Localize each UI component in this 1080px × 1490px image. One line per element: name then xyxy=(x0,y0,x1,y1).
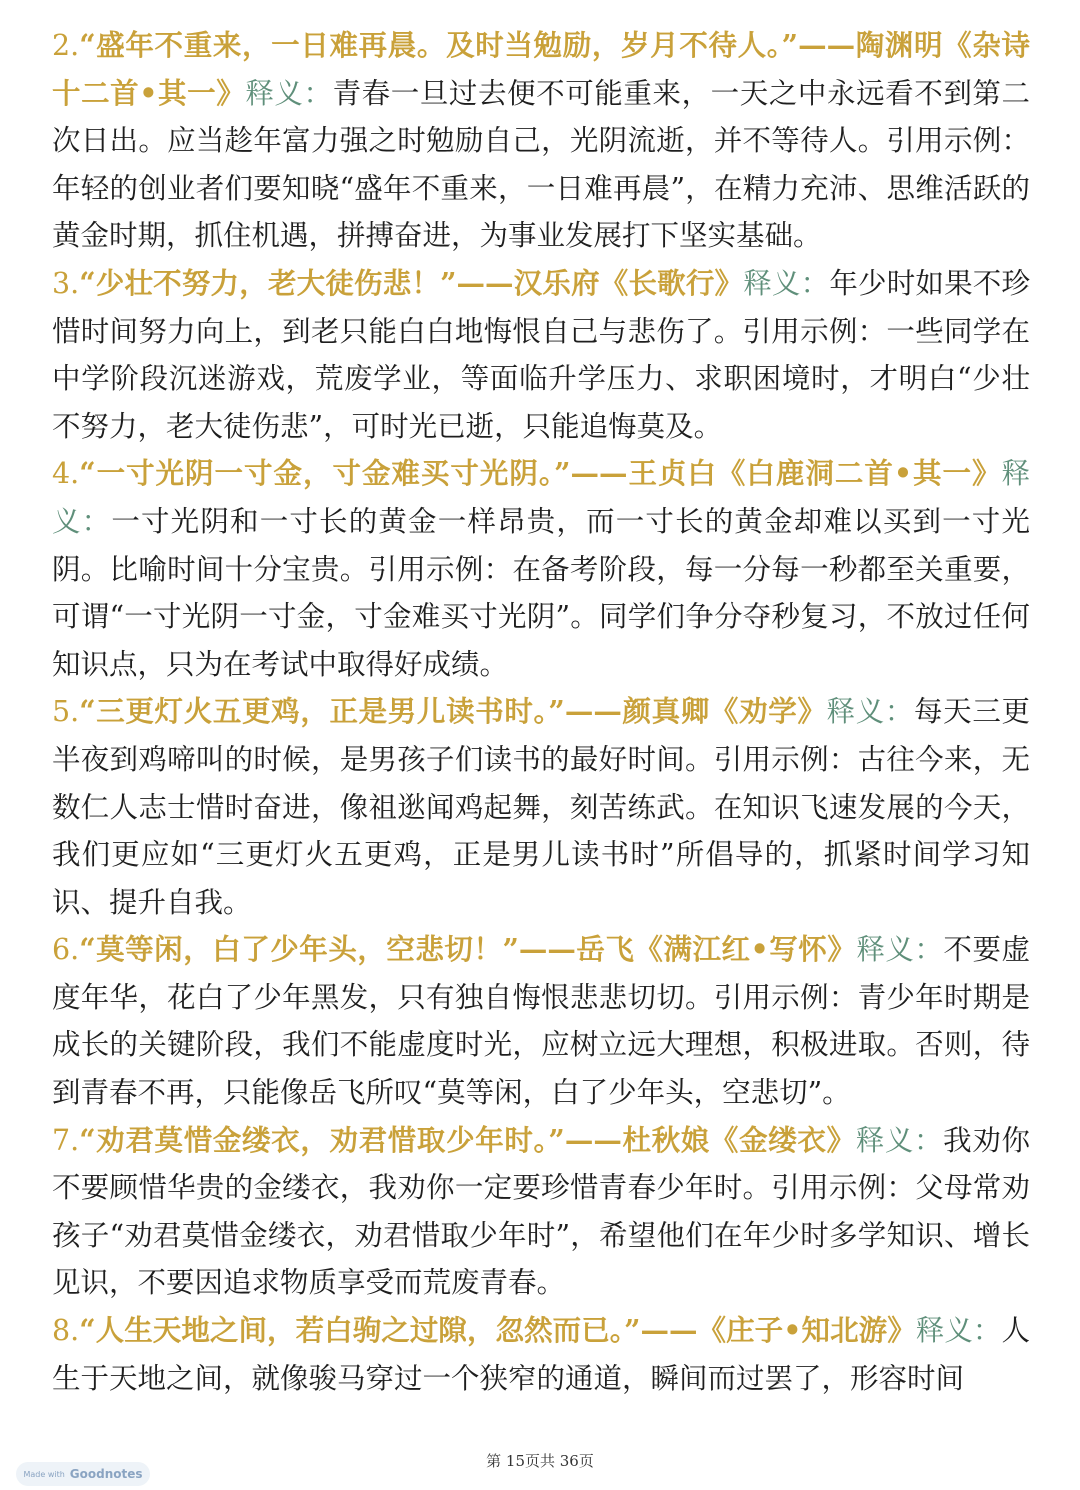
entry-6 xyxy=(52,926,1030,1116)
entry-number: 3. xyxy=(52,266,80,300)
entry-quote: “盛年不重来，一日难再晨。及时当勉励，岁月不待人。”——陶渊明《杂诗十二首•其一》 xyxy=(52,28,1030,110)
entry-quote: “一寸光阴一寸金，寸金难买寸光阴。”——王贞白《白鹿洞二首•其一》 xyxy=(79,456,1002,491)
goodnotes-logo-text: Goodnotes xyxy=(69,1467,143,1481)
entry-quote: “莫等闲，白了少年头，空悲切！”——岳飞《满江红•写怀》 xyxy=(79,932,857,967)
entry-label: 释义： xyxy=(915,1314,1002,1348)
entry-3 xyxy=(52,260,1030,450)
made-with-text: Made with xyxy=(23,1469,65,1479)
entry-label: 释义： xyxy=(856,933,944,967)
entry-label: 释义： xyxy=(245,76,333,110)
entry-number: 7. xyxy=(52,1123,80,1157)
entry-text: 每天三更半夜到鸡啼叫的时候，是男孩子们读书的最好时间。引用示例：古往今来，无数仁人志士惜时奋进，像祖逖闻鸡起舞，刻苦练武。在知识飞速发展的今天，我们更应如“三更灯火五更鸡，正是男儿读书时”所倡导的，抓紧时间学习知识、提升自我。 xyxy=(52,695,1030,919)
entry-quote: “劝君莫惜金缕衣，劝君惜取少年时。”——杜秋娘《金缕衣》 xyxy=(79,1122,856,1157)
entry-8 xyxy=(52,1307,1030,1402)
entry-text: 人生于天地之间，就像骏马穿过一个狭窄的通道，瞬间而过罢了，形容时间 xyxy=(52,1314,1030,1395)
entry-text: 青春一旦过去便不可能重来，一天之中永远看不到第二次日出。应当趁年富力强之时勉励自己，光阴流逝，并不等待人。引用示例：年轻的创业者们要知晓“盛年不重来，一日难再晨”，在精力充沛、思维活跃的黄金时期，抓住机遇，拼搏奋进，为事业发展打下坚实基础。 xyxy=(52,76,1030,253)
entry-5 xyxy=(52,688,1030,926)
made-with-goodnotes-badge xyxy=(16,1462,150,1486)
page-number-footer: 第 15页共 36页 xyxy=(486,1452,594,1470)
entry-text: 不要虚度年华，花白了少年黑发，只有独自悔恨悲悲切切。引用示例：青少年时期是成长的关键阶段，我们不能虚度时光，应树立远大理想，积极进取。否则，待到青春不再，只能像岳飞所叹“莫等闲，白了少年头，空悲切”。 xyxy=(52,933,1030,1110)
entry-4 xyxy=(52,450,1030,688)
entry-text: 一寸光阴和一寸长的黄金一样昂贵，而一寸长的黄金却难以买到一寸光阴。比喻时间十分宝贵。引用示例：在备考阶段，每一分每一秒都至关重要，可谓“一寸光阴一寸金，寸金难买寸光阴”。同学们争分夺秒复习，不放过任何知识点，只为在考试中取得好成绩。 xyxy=(52,504,1030,681)
entry-label: 释义： xyxy=(855,1123,944,1157)
document-body xyxy=(52,22,1030,1402)
entry-label: 释义： xyxy=(52,457,1030,538)
entry-number: 8. xyxy=(52,1314,80,1348)
entry-text: 我劝你不要顾惜华贵的金缕衣，我劝你一定要珍惜青春少年时。引用示例：父母常劝孩子“劝君莫惜金缕衣，劝君惜取少年时”，希望他们在年少时多学知识、增长见识，不要因追求物质享受而荒废青春。 xyxy=(52,1123,1030,1300)
entry-number: 6. xyxy=(52,933,80,967)
entry-quote: “人生天地之间，若白驹之过隙，忽然而已。”——《庄子•知北游》 xyxy=(79,1313,916,1348)
entry-number: 5. xyxy=(52,695,80,729)
entry-label: 释义： xyxy=(743,266,830,300)
entry-quote: “三更灯火五更鸡，正是男儿读书时。”——颜真卿《劝学》 xyxy=(79,694,827,729)
entry-text: 年少时如果不珍惜时间努力向上，到老只能白白地悔恨自己与悲伤了。引用示例：一些同学在中学阶段沉迷游戏，荒废学业，等面临升学压力、求职困境时，才明白“少壮不努力，老大徒伤悲”，可时光已逝，只能追悔莫及。 xyxy=(52,266,1030,443)
entry-quote: “少壮不努力，老大徒伤悲！”——汉乐府《长歌行》 xyxy=(79,265,744,300)
entry-2 xyxy=(52,22,1030,260)
entry-number: 4. xyxy=(52,457,80,491)
entry-number: 2. xyxy=(52,29,80,62)
entry-label: 释义： xyxy=(826,695,915,729)
entry-7 xyxy=(52,1117,1030,1307)
